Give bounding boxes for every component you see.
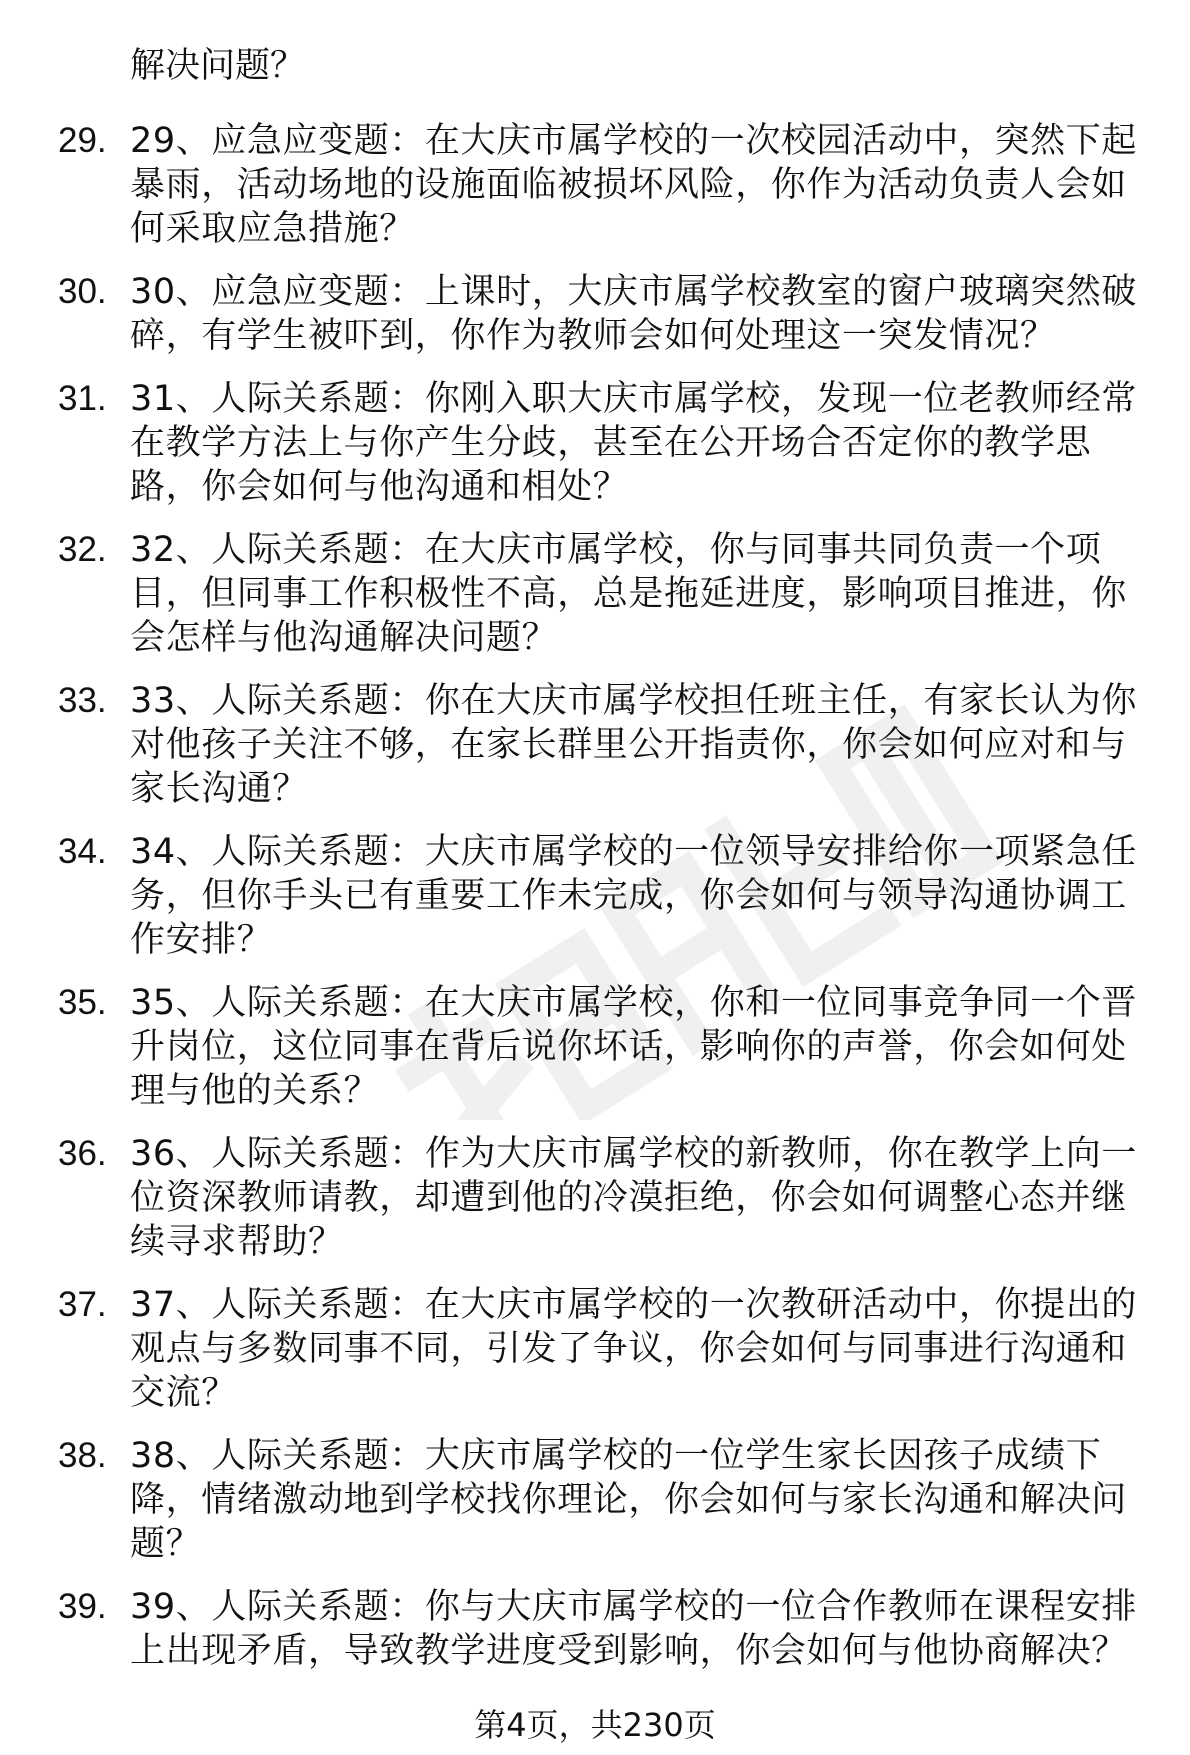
question-number: 34. [58,832,107,871]
question-number: 38. [58,1436,107,1475]
question-text: 36、人际关系题：作为大庆市属学校的新教师，你在教学上向一位资深教师请教，却遭到他的冷漠拒绝，你会如何调整心态并继续寻求帮助？ [130,1134,1137,1262]
question-number: 33. [58,681,107,720]
question-text: 30、应急应变题：上课时，大庆市属学校教室的窗户玻璃突然破碎，有学生被吓到，你作为教师会如何处理这一突发情况？ [130,272,1137,356]
question-text: 37、人际关系题：在大庆市属学校的一次教研活动中，你提出的观点与多数同事不同，引发了争议，你会如何与同事进行沟通和交流？ [130,1285,1137,1413]
question-text: 29、应急应变题：在大庆市属学校的一次校园活动中，突然下起暴雨，活动场地的设施面临被损坏风险，你作为活动负责人会如何采取应急措施？ [130,121,1137,249]
question-item [0,119,1190,251]
question-item [0,1585,1190,1673]
question-number: 30. [58,272,107,311]
question-item [0,528,1190,660]
continuation-text: 解决问题？ [130,46,306,86]
question-number: 39. [58,1587,107,1626]
question-number: 37. [58,1285,107,1324]
question-item [0,830,1190,962]
question-text: 38、人际关系题：大庆市属学校的一位学生家长因孩子成绩下降，情绪激动地到学校找你理论，你会如何与家长沟通和解决问题？ [130,1436,1127,1564]
question-item [0,270,1190,358]
question-text: 31、人际关系题：你刚入职大庆市属学校，发现一位老教师经常在教学方法上与你产生分歧，甚至在公开场合否定你的教学思路，你会如何与他沟通和相处？ [130,379,1137,507]
question-item [0,679,1190,811]
question-item [0,377,1190,509]
question-text: 33、人际关系题：你在大庆市属学校担任班主任，有家长认为你对他孩子关注不够，在家长群里公开指责你，你会如何应对和与家长沟通？ [130,681,1137,809]
page-footer: 第4页，共230页 [474,1706,716,1744]
question-item [0,981,1190,1113]
question-number: 31. [58,379,107,418]
question-text: 32、人际关系题：在大庆市属学校，你与同事共同负责一个项目，但同事工作积极性不高，总是拖延进度，影响项目推进，你会怎样与他沟通解决问题？ [130,530,1127,658]
question-item [0,1132,1190,1264]
question-text: 39、人际关系题：你与大庆市属学校的一位合作教师在课程安排上出现矛盾，导致教学进度受到影响，你会如何与他协商解决？ [130,1587,1137,1671]
question-item [0,1283,1190,1415]
question-text: 35、人际关系题：在大庆市属学校，你和一位同事竞争同一个晋升岗位，这位同事在背后说你坏话，影响你的声誉，你会如何处理与他的关系？ [130,983,1137,1111]
question-number: 29. [58,121,107,160]
question-text: 34、人际关系题：大庆市属学校的一位领导安排给你一项紧急任务，但你手头已有重要工作未完成，你会如何与领导沟通协调工作安排？ [130,832,1137,960]
question-number: 35. [58,983,107,1022]
question-list [0,119,1190,1692]
question-number: 32. [58,530,107,569]
question-item [0,1434,1190,1566]
question-number: 36. [58,1134,107,1173]
